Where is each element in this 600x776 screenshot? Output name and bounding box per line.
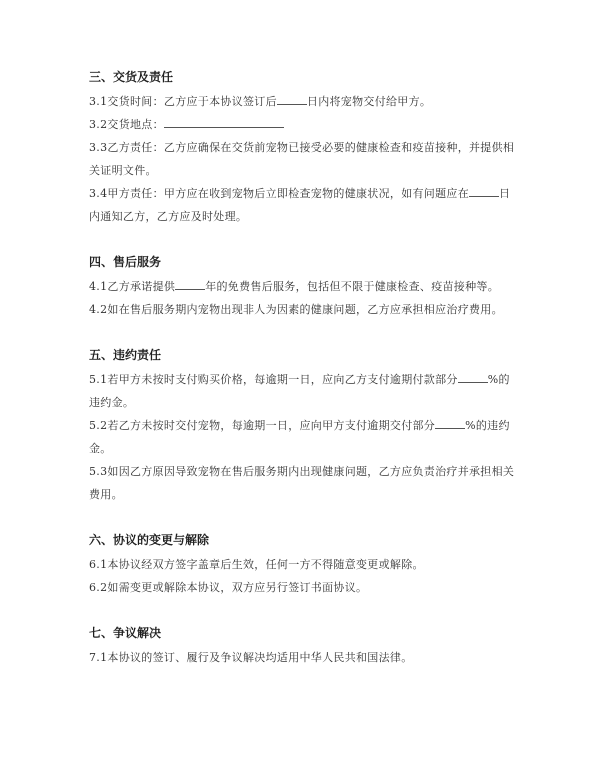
section-amendment bbox=[89, 529, 520, 599]
clause-4-2: 4.2如在售后服务期内宠物出现非人为因素的健康问题，乙方应承担相应治疗费用。 bbox=[89, 303, 503, 316]
clause-5-2: 5.2若乙方未按时交付宠物，每逾期一日，应向甲方支付逾期交付部分 %的违约金。 bbox=[89, 414, 520, 460]
blank-field bbox=[277, 92, 307, 105]
section-heading: 五、违约责任 bbox=[89, 348, 162, 362]
blank-field bbox=[435, 416, 465, 429]
blank-field bbox=[175, 277, 205, 290]
clause-7-1: 7.1本协议的签订、履行及争议解决均适用中华人民共和国法律。 bbox=[89, 651, 413, 664]
clause-3-2: 3.2交货地点： bbox=[89, 113, 520, 136]
section-liability bbox=[89, 344, 520, 506]
clause-3-3: 3.3乙方责任：乙方应确保在交货前宠物已接受必要的健康检查和疫苗接种，并提供相关证明文件。 bbox=[89, 141, 515, 177]
clause-6-1: 6.1本协议经双方签字盖章后生效，任何一方不得随意变更或解除。 bbox=[89, 558, 424, 571]
section-delivery bbox=[89, 66, 520, 228]
clause-3-1: 3.1交货时间：乙方应于本协议签订后 日内将宠物交付给甲方。 bbox=[89, 90, 520, 113]
section-after-sales bbox=[89, 251, 520, 321]
section-heading: 四、售后服务 bbox=[89, 255, 162, 269]
clause-3-4: 3.4甲方责任：甲方应在收到宠物后立即检查宠物的健康状况，如有问题应在 日内通知乙方，乙方应及时处理。 bbox=[89, 182, 520, 228]
blank-field bbox=[458, 370, 488, 383]
blank-field bbox=[164, 115, 284, 128]
clause-6-2: 6.2如需变更或解除本协议，双方应另行签订书面协议。 bbox=[89, 581, 368, 594]
clause-5-1: 5.1若甲方未按时支付购买价格，每逾期一日，应向乙方支付逾期付款部分 %的违约金。 bbox=[89, 368, 520, 414]
blank-field bbox=[469, 184, 499, 197]
clause-5-3: 5.3如因乙方原因导致宠物在售后服务期内出现健康问题，乙方应负责治疗并承担相关费用。 bbox=[89, 465, 515, 501]
section-heading: 七、争议解决 bbox=[89, 626, 162, 640]
section-dispute bbox=[89, 622, 520, 669]
section-heading: 三、交货及责任 bbox=[89, 70, 174, 84]
section-heading: 六、协议的变更与解除 bbox=[89, 533, 210, 547]
clause-4-1: 4.1乙方承诺提供 年的免费售后服务，包括但不限于健康检查、疫苗接种等。 bbox=[89, 275, 520, 298]
